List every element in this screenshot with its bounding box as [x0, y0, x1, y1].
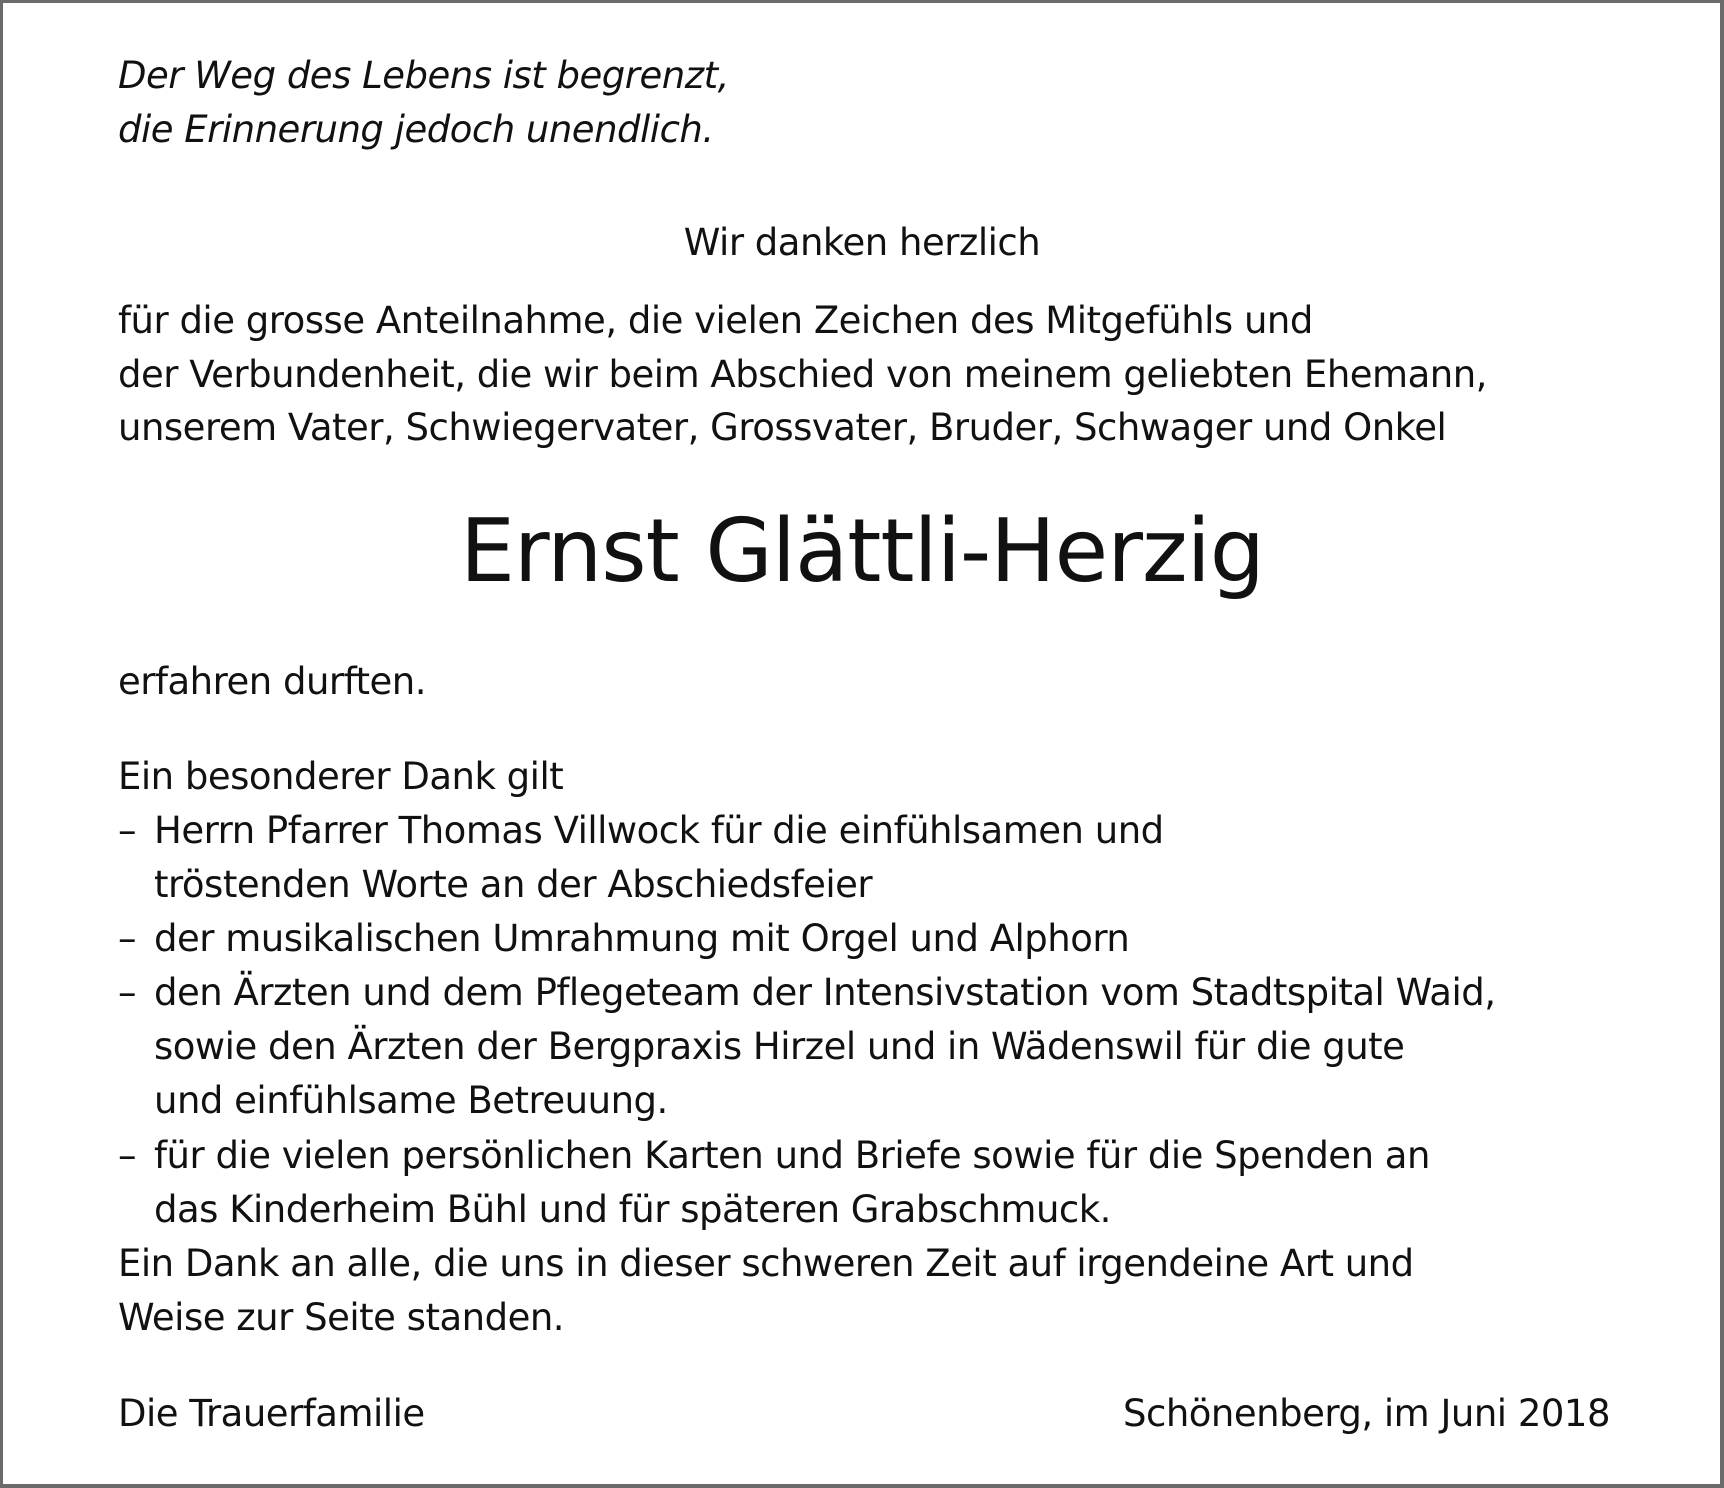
list-item-4-line-2: das Kinderheim Bühl und für späteren Grabschmuck.	[154, 1188, 1111, 1231]
special-thanks-heading: Ein besonderer Dank gilt	[118, 755, 564, 798]
signature: Die Trauerfamilie	[118, 1392, 425, 1435]
intro-line-2: der Verbundenheit, die wir beim Abschied von meinem geliebten Ehemann,	[118, 353, 1487, 396]
list-item-3-line-1: den Ärzten und dem Pflegeteam der Intensivstation vom Stadtspital Waid,	[154, 971, 1496, 1014]
list-item-4-line-1: für die vielen persönlichen Karten und Briefe sowie für die Spenden an	[154, 1134, 1430, 1177]
closing-line-1: Ein Dank an alle, die uns in dieser schweren Zeit auf irgendeine Art und	[118, 1242, 1414, 1285]
motto-line-2: die Erinnerung jedoch unendlich.	[118, 108, 714, 151]
deceased-name: Ernst Glättli-Herzig	[459, 500, 1265, 602]
list-item-3-line-2: sowie den Ärzten der Bergpraxis Hirzel und in Wädenswil für die gute	[154, 1025, 1405, 1068]
list-dash: –	[118, 1134, 137, 1177]
thanks-heading: Wir danken herzlich	[683, 221, 1041, 264]
list-item-1-line-2: tröstenden Worte an der Abschiedsfeier	[154, 863, 873, 906]
closing-line-2: Weise zur Seite standen.	[118, 1296, 565, 1339]
after-name-text: erfahren durften.	[118, 660, 427, 703]
place-date: Schönenberg, im Juni 2018	[1123, 1392, 1610, 1435]
list-dash: –	[118, 917, 137, 960]
list-dash: –	[118, 971, 137, 1014]
list-dash: –	[118, 809, 137, 852]
list-item-1-line-1: Herrn Pfarrer Thomas Villwock für die einfühlsamen und	[154, 809, 1164, 852]
intro-line-1: für die grosse Anteilnahme, die vielen Zeichen des Mitgefühls und	[118, 299, 1313, 342]
list-item-3-line-3: und einfühlsame Betreuung.	[154, 1079, 668, 1122]
list-item-2-line-1: der musikalischen Umrahmung mit Orgel und Alphorn	[154, 917, 1130, 960]
motto-line-1: Der Weg des Lebens ist begrenzt,	[118, 54, 729, 97]
intro-line-3: unserem Vater, Schwiegervater, Grossvater, Bruder, Schwager und Onkel	[118, 406, 1447, 449]
